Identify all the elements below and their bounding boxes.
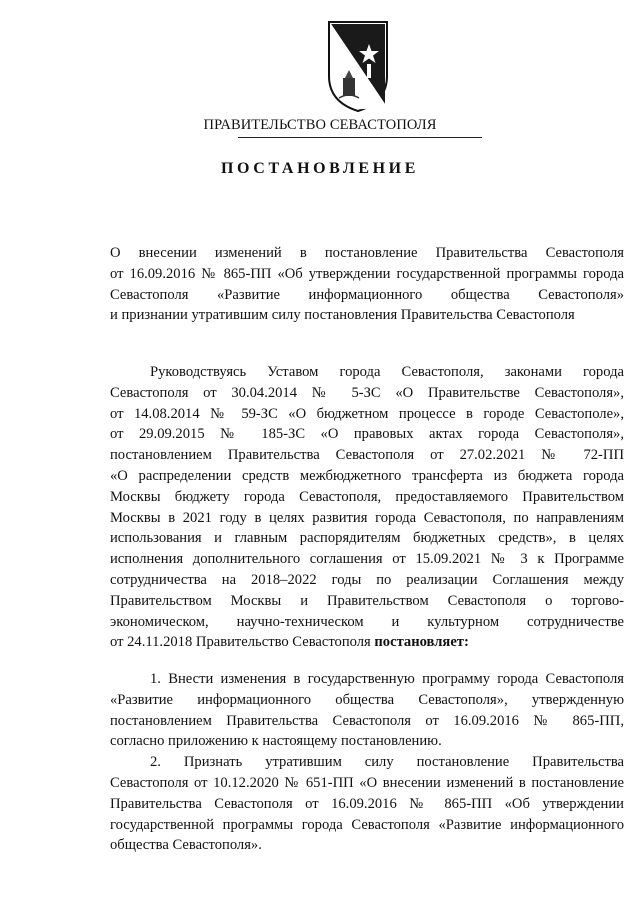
- preamble-line: Севастополя от 30.04.2014 № 5-ЗС «О Правительстве Севастополя»,: [110, 384, 624, 401]
- document-type: ПОСТАНОВЛЕНИЕ: [221, 160, 419, 177]
- preamble-line: Правительством Москвы и Правительством Севастополя о торгово-: [110, 592, 624, 609]
- preamble-paragraph: [110, 362, 624, 653]
- item-line: государственной программы города Севастополя «Развитие информационного: [110, 816, 624, 833]
- decree-item-2: [110, 752, 624, 856]
- preamble-line: от 14.08.2014 № 59-ЗС «О бюджетном процессе в городе Севастополе»,: [110, 405, 624, 422]
- item-line: 1. Внести изменения в государственную программу города Севастополя: [150, 671, 624, 687]
- preamble-final-line: [110, 632, 624, 653]
- preamble-line: использования и главным распорядителям бюджетных средств», в целях: [110, 530, 624, 547]
- preamble-line: исполнения дополнительного соглашения от 15.09.2021 № 3 к Программе: [110, 551, 624, 568]
- item-line: согласно приложению к настоящему постановлению.: [110, 733, 442, 750]
- organization-name: ПРАВИТЕЛЬСТВО СЕВАСТОПОЛЯ: [203, 117, 437, 133]
- preamble-line: экономическом, научно-техническом и культурном сотрудничестве: [110, 613, 624, 630]
- item-line: Правительства Севастополя от 16.09.2016 № 865-ПП «Об утверждении: [110, 795, 624, 812]
- preamble-line: от 29.09.2015 № 185-ЗС «О правовых актах города Севастополя»,: [110, 426, 624, 443]
- preamble-final-text: от 24.11.2018 Правительство Севастополя: [110, 634, 375, 651]
- decree-items: [110, 669, 624, 856]
- preamble-line: «О распределении средств межбюджетного трансферта из бюджета города: [110, 467, 624, 484]
- preamble-line: сотрудничества на 2018–2022 годы по реализации Соглашения между: [110, 571, 624, 588]
- preamble-line: Руководствуясь Уставом города Севастополя, законами города: [150, 364, 624, 380]
- preamble-line: Москвы бюджету города Севастополя, предоставляемого Правительством: [110, 488, 624, 505]
- coat-of-arms-emblem: [325, 14, 391, 114]
- decree-word: постановляет:: [374, 634, 469, 651]
- preamble-line: постановлением Правительства Севастополя от 27.02.2021 № 72-ПП: [110, 447, 624, 464]
- title-line: от 16.09.2016 № 865-ПП «Об утверждении государственной программы города: [110, 265, 624, 282]
- document-title: [110, 243, 624, 326]
- item-line: 2. Признать утратившим силу постановление Правительства: [150, 754, 624, 771]
- item-line: общества Севастополя».: [110, 837, 262, 854]
- item-line: постановлением Правительства Севастополя от 16.09.2016 № 865-ПП,: [110, 712, 624, 729]
- preamble-line: Москвы в 2021 году в целях развития города Севастополя, по направлениям: [110, 509, 624, 526]
- item-line: Севастополя от 10.12.2020 № 651-ПП «О внесении изменений в постановление: [110, 774, 624, 791]
- title-line: Севастополя «Развитие информационного общества Севастополя»: [110, 286, 624, 303]
- decree-item-1: [110, 669, 624, 752]
- title-line: и признании утратившим силу постановления Правительства Севастополя: [110, 307, 575, 324]
- header-divider: [238, 137, 482, 138]
- item-line: «Развитие информационного общества Севастополя», утвержденную: [110, 691, 624, 708]
- title-line: О внесении изменений в постановление Правительства Севастополя: [110, 245, 624, 261]
